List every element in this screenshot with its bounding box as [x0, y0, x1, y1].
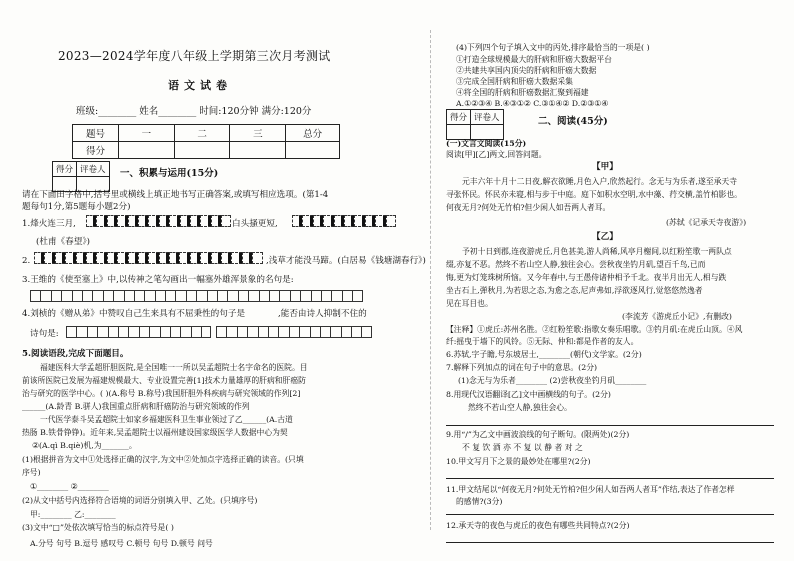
- right-column: [446, 0, 780, 561]
- left-column: [16, 0, 426, 561]
- answer-blanks[interactable]: 甲:________ 乙:________: [30, 510, 116, 519]
- subject-title: 语文试卷: [168, 79, 232, 92]
- sub-question: (3)文中“□”处依次填写恰当的标点符号是( ): [22, 523, 174, 532]
- score-header-cell: 三: [230, 125, 286, 142]
- info-line: 班级:________ 姓名________ 时间:120分钟 满分:120分: [76, 106, 312, 117]
- notes-line: 【注释】①虎丘:苏州名胜。②红粉笙歌:指歌女奏乐唱歌。③钓月矶:在虎丘山顶。④风: [446, 325, 743, 334]
- options-line: A.分号 句号 B.逗号 感叹号 C.顿号 句号 D.顿号 问号: [30, 539, 213, 548]
- sub-question: (1)根据拼音为文中①处选择正确的汉字,为文中②处加点字选择正确的读音。(只填: [22, 455, 304, 464]
- answer-line[interactable]: [446, 542, 774, 543]
- q1-grid-2[interactable]: [292, 215, 396, 227]
- passage-line: 何夜无月?何处无竹柏?但少闲人如吾两人者耳。: [446, 203, 611, 212]
- score-header-cell: 二: [174, 125, 230, 142]
- q2-text: ,浅草才能没马蹄。(白居易《钱塘湖春行》): [266, 256, 426, 266]
- q6-text: 6.苏轼,字子瞻,号东坡居士,________(朝代)文学家。(2分): [446, 350, 642, 359]
- section2-title: 二、阅读(45分): [538, 116, 608, 127]
- grader-score-cell[interactable]: [447, 125, 471, 140]
- passage-jia-label: 【甲】: [592, 162, 618, 172]
- q1-text: 白头搔更短,: [232, 219, 278, 229]
- q2-grid[interactable]: [34, 252, 263, 264]
- q9-text: 9.用“/”为乙文中画波浪线的句子断句。(限两处)(2分): [446, 430, 630, 439]
- q3-grid[interactable]: [30, 290, 363, 302]
- q1-grid-1[interactable]: [86, 215, 231, 227]
- grader-box: [52, 161, 110, 192]
- q4-stem: (4)下列四个句子填入文中的丙处,排序最恰当的一项是( ): [456, 43, 650, 52]
- option-sentence: ②共建共享国内顶尖的肝病和肝癌大数据: [456, 66, 597, 75]
- q1-text: 1.烽火连三月,: [22, 219, 76, 229]
- q7-text: 7.解释下列加点的词在句子中的意思。(2分): [446, 363, 598, 372]
- exam-title: 2023—2024学年度八年级上学期第三次月考测试: [58, 49, 331, 63]
- q12-text: 12.承天寺的夜色与虎丘的夜色有哪些共同特点?(2分): [446, 521, 630, 530]
- q4-text: ,能否由诗人抑制不住的: [278, 309, 367, 319]
- score-header-cell: 题号: [73, 125, 119, 142]
- answer-blanks[interactable]: ①________ ②________: [30, 482, 109, 491]
- score-header-cell: 总分: [286, 125, 340, 142]
- passage-line: 予初十日到郡,连夜游虎丘,月色甚美,游人尚稀,风亭月榭间,以红粉笙歌一两队点: [462, 247, 732, 256]
- q5-title: 5.阅读语段,完成下面题目。: [22, 349, 129, 359]
- passage-line: 元丰六年十月十二日夜,解衣欲睡,月色入户,欣然起行。念无与为乐者,遂至承天寺: [462, 177, 738, 186]
- q2-number: 2.: [22, 256, 31, 266]
- q4-grid-1[interactable]: [66, 326, 211, 338]
- passage-line: ②(A.qì B.qiè)机,为_______。: [32, 441, 137, 450]
- score-cell[interactable]: [230, 142, 286, 159]
- instruction-line: 题每句1分,第5题每小题2分): [22, 202, 131, 212]
- passage-line: 治与研究的医学中心。( )(A.称号 B.称号)我国肝胆外科疾病与研究领域的作列[2]: [22, 389, 301, 398]
- passage-line: 坐古石上,弹秋月,为若思之态,为愈之态,尼声弗如,浮欲逐风行,觉悠悠然逸者: [446, 286, 703, 295]
- answer-line[interactable]: [446, 425, 774, 426]
- option-sentence: ④将全国的肝病和肝癌数据汇聚到福建: [456, 88, 589, 97]
- answer-line[interactable]: [446, 478, 774, 479]
- passage-line: 一代医学泰斗吴孟超院士如家乡福建医科卫生事业领过了乙______(A.古道: [40, 415, 293, 424]
- score-cell[interactable]: [286, 142, 340, 159]
- section-a-instruction: 阅读[甲][乙]两文,回答问题。: [446, 150, 547, 159]
- q4-text: 诗句是:: [30, 329, 59, 339]
- grader-name-cell[interactable]: [471, 125, 504, 140]
- q10-text: 10.甲文写月下之景的最妙处在哪里?(2分): [446, 457, 591, 466]
- passage-source: (李流芳《游虎丘小记》,有删改): [622, 312, 732, 321]
- q11-text: 11.甲文结尾以“何夜无月?何处无竹柏?但少闲人如吾两人者耳”作结,表达了作者怎样: [446, 485, 735, 494]
- q11-text: 的感情?(3分): [456, 497, 503, 506]
- q4-grid-2[interactable]: [216, 326, 372, 338]
- instruction-line: 请在下面田字格中,括号里或横线上填正地书写正确答案,或填写相应选项。(第1-4: [22, 190, 329, 200]
- q1-source: (杜甫《春望》): [36, 237, 90, 247]
- passage-line: 热肠 B.铁骨铮铮)。近年来,吴孟超院士以福州建设国家级医学人数据中心为契: [22, 428, 288, 437]
- q3-text: 3.王维的《使至塞上》中,以传神之笔勾画出一幅塞外雄浑景象的名句是:: [22, 275, 294, 285]
- passage-line: 前该所医院已发展为福建规模最大、专业设置完善[1]技术力量雄厚的肝病和肝癌防: [22, 376, 306, 385]
- grader-name-label: 评卷人: [77, 162, 110, 177]
- option-sentence: ③完成全国肝病和肝癌大数据采集: [456, 77, 573, 86]
- passage-line: 见在耳目也。: [446, 299, 493, 308]
- score-cell[interactable]: [119, 142, 175, 159]
- sub-question: 序号): [22, 468, 41, 477]
- grader-score-label: 得分: [53, 162, 77, 177]
- score-header-cell: 一: [119, 125, 175, 142]
- q8-text: 8.用现代汉语翻译[乙]文中画横线的句子。(2分): [446, 390, 611, 399]
- score-row-label: 得分: [73, 142, 119, 159]
- grader-box: [446, 109, 504, 140]
- q7-blanks[interactable]: (1)念无与为乐者________ (2)尝秋夜坐钓月矶________: [458, 376, 647, 385]
- q4-text: 4.刘桢的《赠从弟》中赞叹自己生来具有不屈秉性的句子是: [22, 309, 246, 319]
- notes-line: 纤:摇曳于墙下的风铃。⑤无际、仲和:都是作者的友人。: [446, 337, 639, 346]
- passage-line: ______(A.龄青 B.骈人)我国重点肝病和肝癌防治与研究领域的作列: [22, 402, 250, 411]
- score-table: [72, 124, 340, 159]
- answer-line[interactable]: [446, 514, 774, 515]
- passage-line: 缀,亦复不恶。然终不若山空人静,独往会心。尝秋夜坐钓月矶,望百千鸟,已而: [446, 260, 706, 269]
- sub-question: (2)从文中括号内选择符合语境的词语分别填入甲、乙处。(只填序号): [22, 496, 258, 505]
- q8-sentence: 然终不若山空人静,独往会心。: [468, 403, 572, 412]
- q9-sentence: 不 复 饮 酒 亦 不 复 以 静 者 对 之: [462, 443, 583, 452]
- score-cell[interactable]: [174, 142, 230, 159]
- section1-title: 一、积累与运用(15分): [120, 168, 219, 179]
- passage-line: 寻张怀民。怀民亦未寝,相与步于中庭。庭下如积水空明,水中藻、荇交横,盖竹柏影也。: [446, 190, 742, 199]
- options-line: A.①②③④ B.④③①② C.③①④② D.②③①④: [456, 99, 609, 108]
- grader-score-label: 得分: [447, 110, 471, 125]
- passage-yi-label: 【乙】: [592, 232, 618, 242]
- passage-line: 悔,更为灯笼珠树所恼。又今年春中,与王愚侍诸仲相予千北。夜半月出无人,相与跌: [446, 273, 727, 282]
- option-sentence: ①打造全球规模最大的肝病和肝癌大数据平台: [456, 55, 612, 64]
- section-a-title: (一)文言文阅读(15分): [446, 139, 527, 148]
- passage-line: 福建医科大学孟超肝胆医院,是全国唯一一所以吴孟超院士名字命名的医院。目: [40, 363, 308, 372]
- passage-source: (苏轼《记承天寺夜游》): [666, 218, 747, 227]
- grader-name-label: 评卷人: [471, 110, 504, 125]
- column-divider: [430, 30, 431, 530]
